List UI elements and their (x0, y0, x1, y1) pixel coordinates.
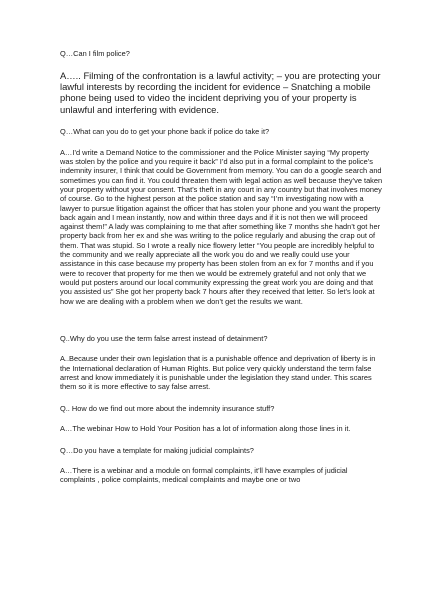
answer-3: A..Because under their own legislation that is a punishable offence and deprivation of liberty is in the International declaration of Human Rights. But police very quickly understand the term false arrest and know immediately it is punishable under the legislation they stand under. This scares them so it is more effective to say false arrest. (60, 354, 376, 392)
answer-2: A…I’d write a Demand Notice to the commissioner and the Police Minister saying “My property was stolen by the police and you require it back” I’d also put in a formal complaint to the police’s indemnity insurer, I think that could be Government from memory. You can do a google search and sometimes you can find it. You could threaten them with legal action as well because they’ve taken your property without your consent. That’s theft in any court in any country but that involves money of course. Go to the highest person at the police station and say “I’m investigating now with a lawyer to pursue litigation against the officer that has stolen your phone and you want the property back again and I mean instantly, now and within three days and if it is not then we will proceed against them!” A lady was complaining to me that after something like 7 months she hadn’t got her property back from her ex and she was writing to the police regularly and abusing the crap out of them. That was stupid. So I wrote a really nice flowery letter “You people are incredibly helpful to the community and we really appreciate all the work you do and we really could use your assistance in this case because my property has been stolen from an ex for 7 months and if you were to recover that property for me then we would be extremely grateful and not only that we would put posters around our local community expressing the great work you are doing and that you assisted us” She got her property back 7 hours after they received that letter. So let’s look at how we are dealing with a problem when we don’t get the results we want. (60, 147, 383, 306)
answer-5: A…There is a webinar and a module on formal complaints, it’ll have examples of judicial complaints , police complaints, medical complaints and maybe one or two (60, 466, 348, 485)
answer-4: A…The webinar How to Hold Your Position has a lot of information along those lines in it. (60, 424, 351, 434)
question-4: Q.. How do we find out more about the indemnity insurance stuff? (60, 403, 275, 413)
question-3: Q..Why do you use the term false arrest instead of detainment? (60, 333, 268, 343)
question-5: Q…Do you have a template for making judicial complaints? (60, 445, 254, 455)
answer-1: A….. Filming of the confrontation is a lawful activity; – you are protecting your lawful interests by recording the incident for evidence – Snatching a mobile phone being used to video the incident depriving you of your property is unlawful and interfering with evidence. (60, 69, 381, 115)
question-2: Q…What can you do to get your phone back if police do take it? (60, 127, 270, 137)
question-1: Q…Can I film police? (60, 49, 130, 58)
